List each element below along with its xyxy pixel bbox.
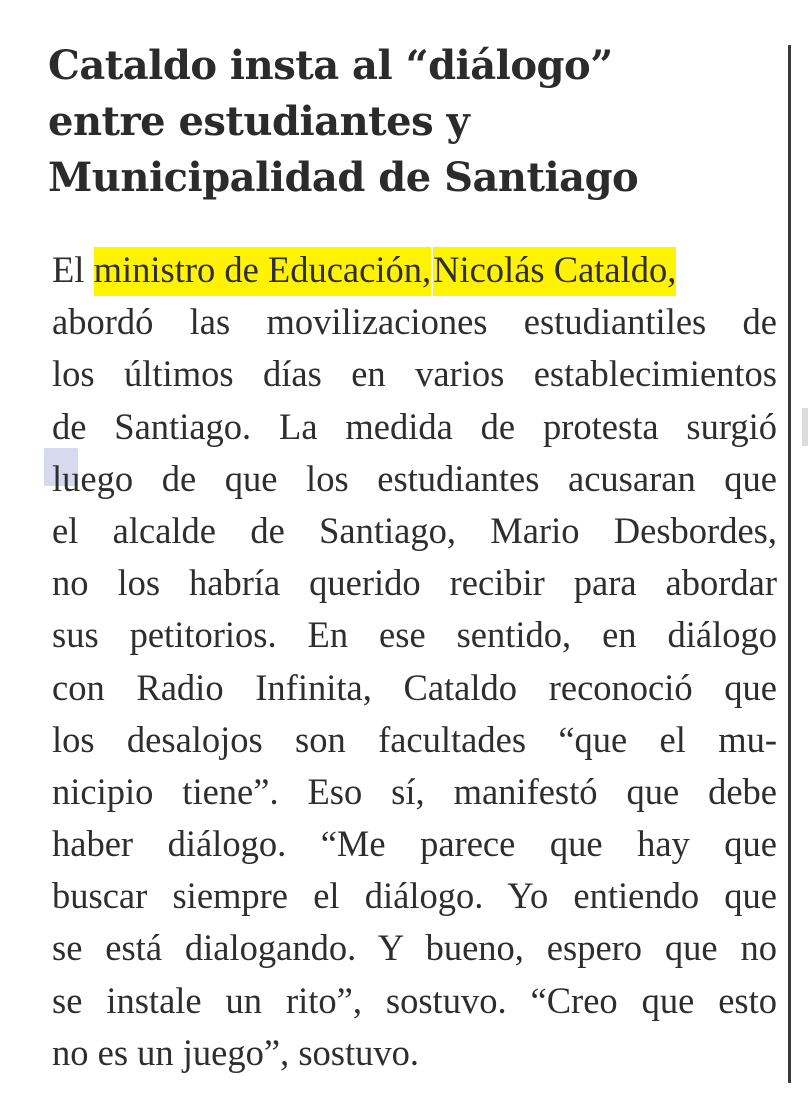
article-body	[52, 244, 777, 1079]
highlight-comma: ,	[667, 247, 676, 296]
highlighted-text[interactable]: ministro de Educación	[94, 247, 422, 296]
highlighted-text[interactable]: Nicolás Cataldo	[433, 247, 667, 296]
column-divider	[788, 45, 791, 1083]
highlight-comma: ,	[422, 247, 431, 296]
headline-line: Cataldo insta al “diálogo”	[48, 42, 613, 89]
body-line-last: no es un juego”, sostuvo.	[52, 1031, 419, 1073]
body-line: buscar siempre el diálogo. Yo entiendo que	[52, 875, 777, 917]
body-line: el alcalde de Santiago, Mario Desbordes,	[52, 509, 777, 551]
body-line: abordó las movilizaciones estudiantiles de	[52, 301, 777, 343]
headline-line: Municipalidad de Santiago	[48, 154, 639, 201]
body-line: nicipio tiene”. Eso sí, manifestó que debe	[52, 770, 777, 812]
lead-line	[52, 244, 777, 296]
body-line: los desalojos son facultades “que el mu-	[52, 718, 777, 760]
body-line: se instale un rito”, sostuvo. “Creo que esto	[52, 979, 777, 1021]
body-line: con Radio Infinita, Cataldo reconoció que	[52, 666, 777, 708]
body-line: se está dialogando. Y bueno, espero que no	[52, 927, 777, 969]
lead-prefix: El	[52, 249, 94, 290]
body-line: los últimos días en varios establecimientos	[52, 353, 777, 395]
body-line: sus petitorios. En ese sentido, en diálogo	[52, 614, 777, 656]
article-headline	[48, 38, 768, 206]
body-line: luego de que los estudiantes acusaran que	[52, 457, 777, 499]
body-line: haber diálogo. “Me parece que hay que	[52, 823, 777, 865]
headline-line: entre estudiantes y	[48, 98, 470, 145]
body-line: de Santiago. La medida de protesta surgió	[52, 405, 777, 447]
adjacent-column-edge	[802, 408, 808, 446]
body-line: no los habría querido recibir para abordar	[52, 562, 777, 604]
